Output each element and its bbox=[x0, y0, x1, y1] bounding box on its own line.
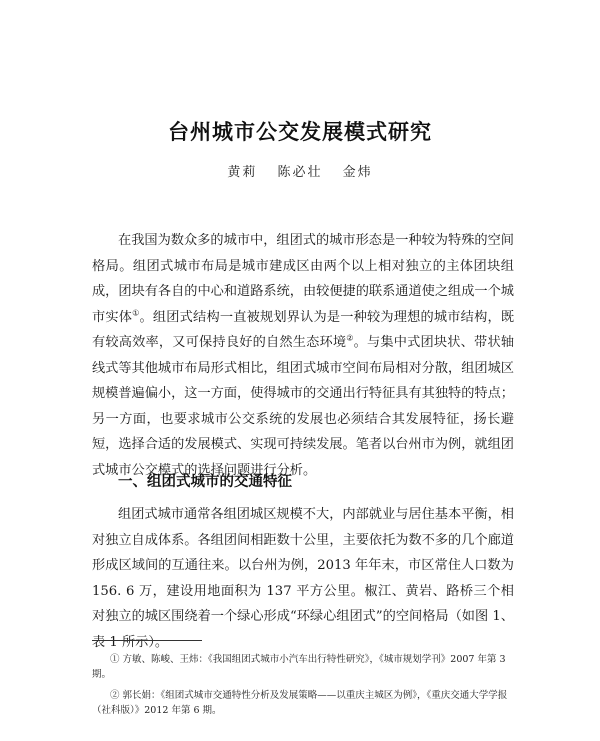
intro-paragraph bbox=[92, 228, 514, 483]
footnote-ref-1[interactable]: ① bbox=[132, 308, 140, 318]
footnote-ref-2[interactable]: ② bbox=[346, 333, 354, 343]
section-1-paragraph: 组团式城市通常各组团城区规模不大，内部就业与居住基本平衡，相对独立自成体系。各组团间相距数十公里，主要依托为数不多的几个廊道形成区域间的互通往来。以台州为例，2013 年年末，市区常住人口数为 156. 6 万，建设用地面积为 137 平方公里。椒江、黄岩、路桥三个相对独立的城区围绕着一个绿心形成“环绿心组团式”的空间格局（如图 1、表 1 所示）。 bbox=[92, 507, 514, 650]
intro-text-part-3: 。与集中式团块状、带状轴线式等其他城市布局形式相比，组团式城市空间布局相对分散，组团城区规模普遍偏小，这一方面，使得城市的交通出行特征具有其独特的特点；另一方面，也要求城市公交系统的发展也必须结合其发展特征，扬长避短，选择合适的发展模式、实现可持续发展。笔者以台州市为例，就组团式城市公交模式的选择问题进行分析。 bbox=[92, 335, 515, 478]
intro-text-part-1: 在我国为数众多的城市中，组团式的城市形态是一种较为特殊的空间格局。组团式城市布局是城市建成区由两个以上相对独立的主体团块组成，团块有各自的中心和道路系统，由较便捷的联系通道使之组成一个城市实体 bbox=[92, 233, 514, 325]
footnote-1: ① 方敏、陈峻、王炜：《我国组团式城市小汽车出行特性研究》，《城市规划学刊》2007 年第 3 期。 bbox=[92, 654, 506, 680]
footnote-divider bbox=[92, 640, 202, 641]
intro-text-part-2: 。组团式结构一直被规划界认为是一种较为理想的城市结构，既有较高效率，又可保持良好的自然生态环境 bbox=[92, 309, 515, 350]
paper-authors: 黄莉 陈必壮 金炜 bbox=[227, 165, 373, 180]
footnote-2: ② 郭长娟：《组团式城市交通特性分析及发展策略——以重庆主城区为例》，《重庆交通大学学报（社科版）》2012 年第 6 期。 bbox=[92, 690, 508, 716]
section-1-heading: 一、组团式城市的交通特征 bbox=[118, 474, 292, 490]
paper-title: 台州城市公交发展模式研究 bbox=[168, 119, 432, 144]
